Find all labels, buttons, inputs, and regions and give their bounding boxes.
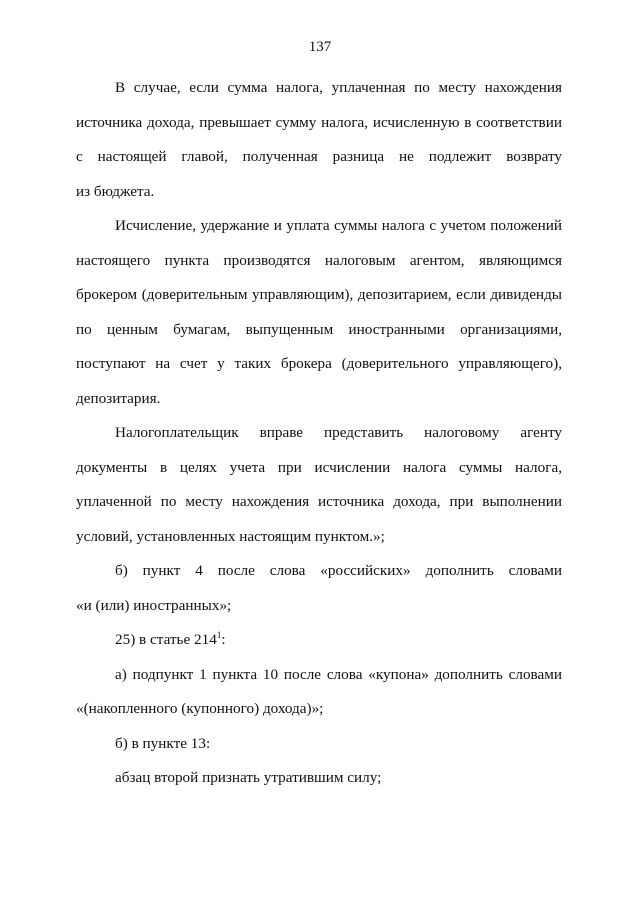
text-line [76,727,562,762]
text-line [76,761,562,796]
text-line-content: документы в целях учета при исчислении налога суммы налога, [76,458,562,476]
text-line-content: «(накопленного (купонного) дохода)»; [76,700,324,717]
text-line-content: уплаченной по месту нахождения источника дохода, при выполнении [76,493,562,510]
text-line-content: депозитария. [76,389,161,407]
text-line-content: условий, установленных настоящим пунктом.»; [76,527,385,545]
text-line-content: брокером (доверительным управляющим), депозитарием, если дивиденды [76,286,562,303]
text-line [76,416,562,451]
text-line [76,589,562,624]
text-line [76,71,562,106]
text-line-content: а) подпункт 1 пункта 10 после слова «купона» дополнить словами [115,665,562,683]
text-line-content: источника дохода, превышает сумму налога, исчисленную в соответствии [76,113,562,131]
text-line-content: настоящего пункта производятся налоговым агентом, являющимся [76,251,562,269]
superscript: 1 [216,630,222,640]
text-line-tail: : [221,631,226,648]
text-line [76,140,562,175]
document-body [76,71,562,796]
text-line [76,451,562,486]
text-line-content: б) в пункте 13: [115,734,211,752]
text-line [76,382,562,417]
text-line-content: Исчисление, удержание и уплата суммы налога с учетом положений [115,217,562,234]
text-line-content: с настоящей главой, полученная разница не подлежит возврату [76,148,562,165]
text-line [76,658,562,693]
text-line-content: по ценным бумагам, выпущенным иностранными организациями, [76,320,562,338]
text-line-content: поступают на счет у таких брокера (доверительного управляющего), [76,355,562,372]
text-line-content: В случае, если сумма налога, уплаченная по месту нахождения [115,79,562,96]
text-line [76,347,562,382]
text-line [76,278,562,313]
text-line-content: Налогоплательщик вправе представить налоговому агенту [115,424,562,441]
text-line [76,692,562,727]
text-line [76,175,562,210]
text-line [76,244,562,279]
text-line-content: б) пункт 4 после слова «российских» дополнить словами [115,562,562,579]
text-line [76,485,562,520]
text-line-content: абзац второй признать утратившим силу; [115,769,382,786]
text-line-content: из бюджета. [76,182,155,200]
text-line [76,520,562,555]
text-line [76,209,562,244]
text-line [76,106,562,141]
text-line [76,313,562,348]
text-line [76,623,562,658]
text-line-content: «и (или) иностранных»; [76,596,232,614]
text-line-content: 25) в статье 214 [115,631,217,648]
page-number: 137 [308,39,332,55]
text-line [76,554,562,589]
